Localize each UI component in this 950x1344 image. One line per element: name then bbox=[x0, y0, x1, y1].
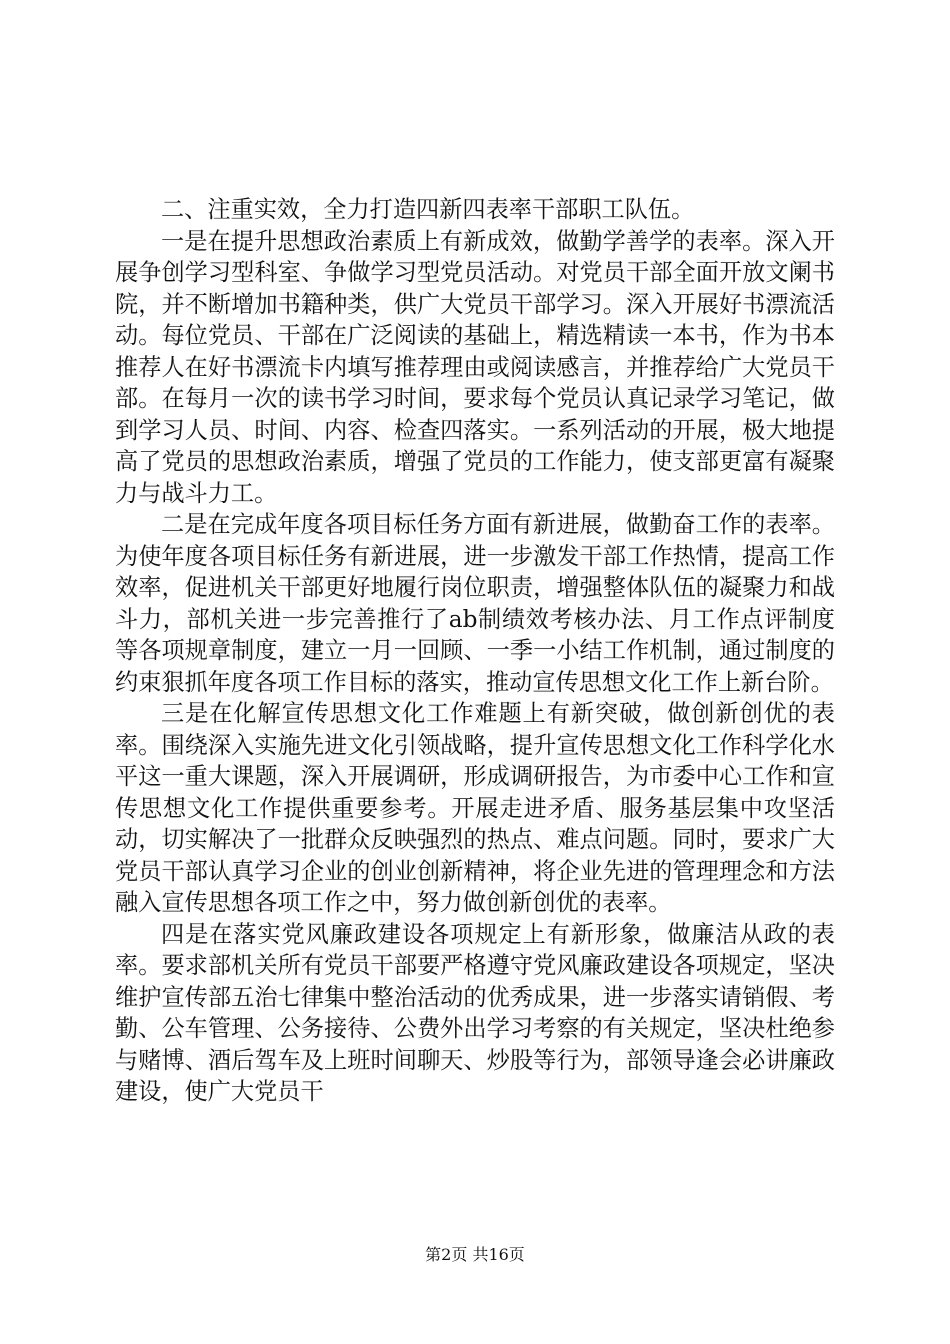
section-heading: 二、注重实效，全力打造四新四表率干部职工队伍。 bbox=[161, 196, 695, 223]
page-footer: 第2页 共16页 bbox=[425, 1245, 525, 1264]
paragraph-4: 四是在落实党风廉政建设各项规定上有新形象，做廉洁从政的表率。要求部机关所有党员干部要严格遵守党风廉政建设各项规定，坚决维护宣传部五治七律集中整治活动的优秀成果，进一步落实请销假、考勤、公车管理、公务接待、公费外出学习考察的有关规定，坚决杜绝参与赌博、酒后驾车及上班时间聊天、炒股等行为，部领导逢会必讲廉政建设，使广大党员干 bbox=[115, 920, 835, 1105]
paragraph-2: 二是在完成年度各项目标任务方面有新进展，做勤奋工作的表率。为使年度各项目标任务有新进展，进一步激发干部工作热情，提高工作效率，促进机关干部更好地履行岗位职责，增强整体队伍的凝聚力和战斗力，部机关进一步完善推行了ab制绩效考核办法、月工作点评制度等各项规章制度，建立一月一回顾、一季一小结工作机制，通过制度的约束狠抓年度各项工作目标的落实，推动宣传思想文化工作上新台阶。 bbox=[115, 511, 835, 696]
document-body bbox=[115, 194, 835, 1108]
paragraph-3: 三是在化解宣传思想文化工作难题上有新突破，做创新创优的表率。围绕深入实施先进文化引领战略，提升宣传思想文化工作科学化水平这一重大课题，深入开展调研，形成调研报告，为市委中心工作和宣传思想文化工作提供重要参考。开展走进矛盾、服务基层集中攻坚活动，切实解决了一批群众反映强烈的热点、难点问题。同时，要求广大党员干部认真学习企业的创业创新精神，将企业先进的管理理念和方法融入宣传思想各项工作之中，努力做创新创优的表率。 bbox=[115, 700, 835, 916]
paragraph-1: 一是在提升思想政治素质上有新成效，做勤学善学的表率。深入开展争创学习型科室、争做学习型党员活动。对党员干部全面开放文阑书院，并不断增加书籍种类，供广大党员干部学习。深入开展好书漂流活动。每位党员、干部在广泛阅读的基础上，精选精读一本书，作为书本推荐人在好书漂流卡内填写推荐理由或阅读感言，并推荐给广大党员干部。在每月一次的读书学习时间，要求每个党员认真记录学习笔记，做到学习人员、时间、内容、检查四落实。一系列活动的开展，极大地提高了党员的思想政治素质，增强了党员的工作能力，使支部更富有凝聚力与战斗力工。 bbox=[115, 227, 835, 507]
